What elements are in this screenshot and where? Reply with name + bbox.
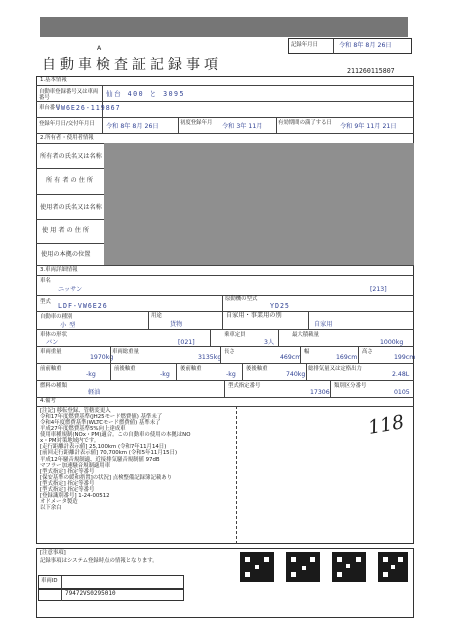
qr-code-4 <box>378 552 408 582</box>
qr-code-3 <box>332 552 366 582</box>
remark-line: マフラー加速騒音規制適用車 <box>40 462 111 469</box>
remark-line: 平成27年度燃費基準5%向上達成車 <box>40 426 126 433</box>
fuel-value: 軽油 <box>88 389 101 396</box>
remark-line: [前回走行距離計表示値] 70,700km (令和5年11月15日) <box>40 450 178 457</box>
remark-line: [型式指定] 指定等番号 <box>40 480 95 487</box>
use-label: 用途 <box>151 313 162 319</box>
reg-number-label: 自動車登録番号又は車両番号 <box>39 89 99 101</box>
initial-reg-label: 初度登録年月 <box>180 120 213 126</box>
expiry-label: 有効期間の満了する日 <box>278 120 332 126</box>
kind-value: 小型 <box>60 322 79 329</box>
remark-line: 以下余白 <box>40 505 62 511</box>
remark-line: [注記] 移転登録、管轄変更入 <box>40 408 111 414</box>
front-axle-label: 前前軸重 <box>40 366 62 372</box>
expiry-value: 令和 9年 11月 21日 <box>340 123 397 130</box>
maker-value: ニッサン <box>58 286 83 293</box>
fuel-label: 燃料の種類 <box>40 383 67 389</box>
remark-line: オドメータ製造 <box>40 498 78 505</box>
form-letter: A <box>97 45 102 52</box>
class-value: 0105 <box>394 389 410 396</box>
remark-line: 使用車種規制(NOx・PM)適合。この自動車の使用の本拠はNO <box>40 432 191 439</box>
remark-line: 令和17年度燃費基準(JH25モード燃費値) 基準未了 <box>40 414 163 421</box>
initial-reg-value: 令和 3年 11月 <box>222 123 263 130</box>
length-label: 長さ <box>224 349 235 355</box>
notice-title: [注意事項] <box>40 550 66 556</box>
engine-value: YD25 <box>270 302 290 310</box>
private-label: 自家用・事業用の別 <box>226 312 282 319</box>
qr-code-2 <box>286 552 320 582</box>
remark-line: [型式指定] 指定等番号 <box>40 486 95 493</box>
rear-front-axle-label: 前後軸重 <box>114 366 136 372</box>
body-value: バン <box>46 339 59 346</box>
section-remarks-title: 4.備考 <box>40 398 56 404</box>
first-reg-value: 令和 8年 8月 26日 <box>106 123 159 130</box>
owner-redaction <box>104 143 414 265</box>
width-value: 169cm <box>336 354 358 361</box>
model-label: 型式 <box>40 299 51 305</box>
capacity-label: 乗車定員 <box>224 332 246 338</box>
user-address-label: 使用者の住所 <box>42 227 92 234</box>
maxload-value: 1000kg <box>380 339 404 346</box>
qr-code-1 <box>240 552 274 582</box>
spec-label: 型式指定番号 <box>228 383 261 389</box>
first-reg-label: 登録年月日/交付年月日 <box>39 121 95 127</box>
chassis-label: 車台番号 <box>39 105 61 111</box>
record-date-value: 令和 8年 8月 26日 <box>339 42 392 49</box>
section-vehicle-title: 3.車両詳細情報 <box>40 267 78 273</box>
vehicle-id-box <box>38 575 184 589</box>
section-basic-title: 1.基本情報 <box>40 77 67 83</box>
rear-rear-axle-label: 後前軸重 <box>180 366 202 372</box>
remark-line: x・PM対策地域内です。 <box>40 438 100 445</box>
remarks-list <box>40 409 235 512</box>
engine-label: 原動機の型式 <box>225 296 258 302</box>
displacement-label: 総排気量又は定格出力 <box>308 366 362 372</box>
use-value: 貨物 <box>170 321 183 328</box>
base-location-label: 使用の本拠の位置 <box>41 251 91 258</box>
width-label: 幅 <box>304 349 310 355</box>
section-owner-title: 2.所有者・使用者情報 <box>40 135 94 141</box>
height-value: 199cm <box>394 354 416 361</box>
weight-value: 1970kg <box>90 354 114 361</box>
chassis-value: VW6E26-119867 <box>56 104 121 112</box>
remark-line: [登録識別番号] 1-24-00512 <box>40 492 110 499</box>
record-date-box <box>288 38 412 54</box>
length-value: 469cm <box>280 354 302 361</box>
header-redaction-bar <box>40 17 408 37</box>
reg-number-value: 仙台 400 と 3095 <box>106 90 185 98</box>
maker-label: 車名 <box>40 278 51 284</box>
document-title: 自動車検査証記録事項 <box>42 57 222 73</box>
weight-label: 車両重量 <box>40 349 62 355</box>
vehicle-id-value: 79472VS0295010 <box>65 590 116 597</box>
rear-rear-axle-value: -kg <box>226 371 236 378</box>
capacity-value: 3人 <box>264 339 275 346</box>
gross-label: 車両総重量 <box>112 349 139 355</box>
remark-line: [型式指定] 指定等番号 <box>40 468 95 475</box>
private-value: 自家用 <box>314 321 333 328</box>
vehicle-id-label: 車両ID <box>41 578 58 584</box>
remark-line: [走行距離計表示値] 25,100km (令和7年11月14日) <box>40 444 167 451</box>
height-label: 高さ <box>362 349 373 355</box>
remark-line: 令和4年度燃費基準(WLTCモード燃費値) 基準未了 <box>40 420 161 427</box>
handwritten-note: 118 <box>366 411 406 439</box>
maxload-label: 最大積載量 <box>292 332 319 338</box>
class-label: 類別区分番号 <box>334 383 367 389</box>
rear-axle-value: 740kg <box>286 371 306 378</box>
record-date-label: 記録年月日 <box>291 42 318 48</box>
vehicle-id-value-box <box>38 589 184 601</box>
notice-text: 記録事項はシステム登録時点の情報となります。 <box>40 558 158 564</box>
owner-address-label: 所有者の住所 <box>46 177 96 184</box>
rear-front-axle-value: -kg <box>160 371 170 378</box>
spec-value: 17306 <box>310 389 330 396</box>
kind-label: 自動車の種別 <box>40 314 73 320</box>
owner-name-label: 所有者の氏名又は名称 <box>40 153 102 160</box>
gross-value: 3135kg <box>198 354 222 361</box>
rear-axle-label: 後後軸重 <box>246 366 268 372</box>
body-label: 車体の形状 <box>40 332 67 338</box>
model-value: LDF-VW6E26 <box>58 302 108 310</box>
displacement-value: 2.48L <box>392 371 410 378</box>
user-name-label: 使用者の氏名又は名称 <box>40 204 102 211</box>
document-number: 211260115807 <box>347 67 395 75</box>
remark-line: [保安基準の緩和措置]の状況] 点検整備記録簿記載あり <box>40 474 173 481</box>
front-axle-value: -kg <box>86 371 96 378</box>
body-code: [021] <box>178 339 195 346</box>
maker-code: [213] <box>370 286 387 293</box>
remark-line: 平成12年騒音規制適、近接排気騒音規制値 97dB <box>40 456 160 463</box>
